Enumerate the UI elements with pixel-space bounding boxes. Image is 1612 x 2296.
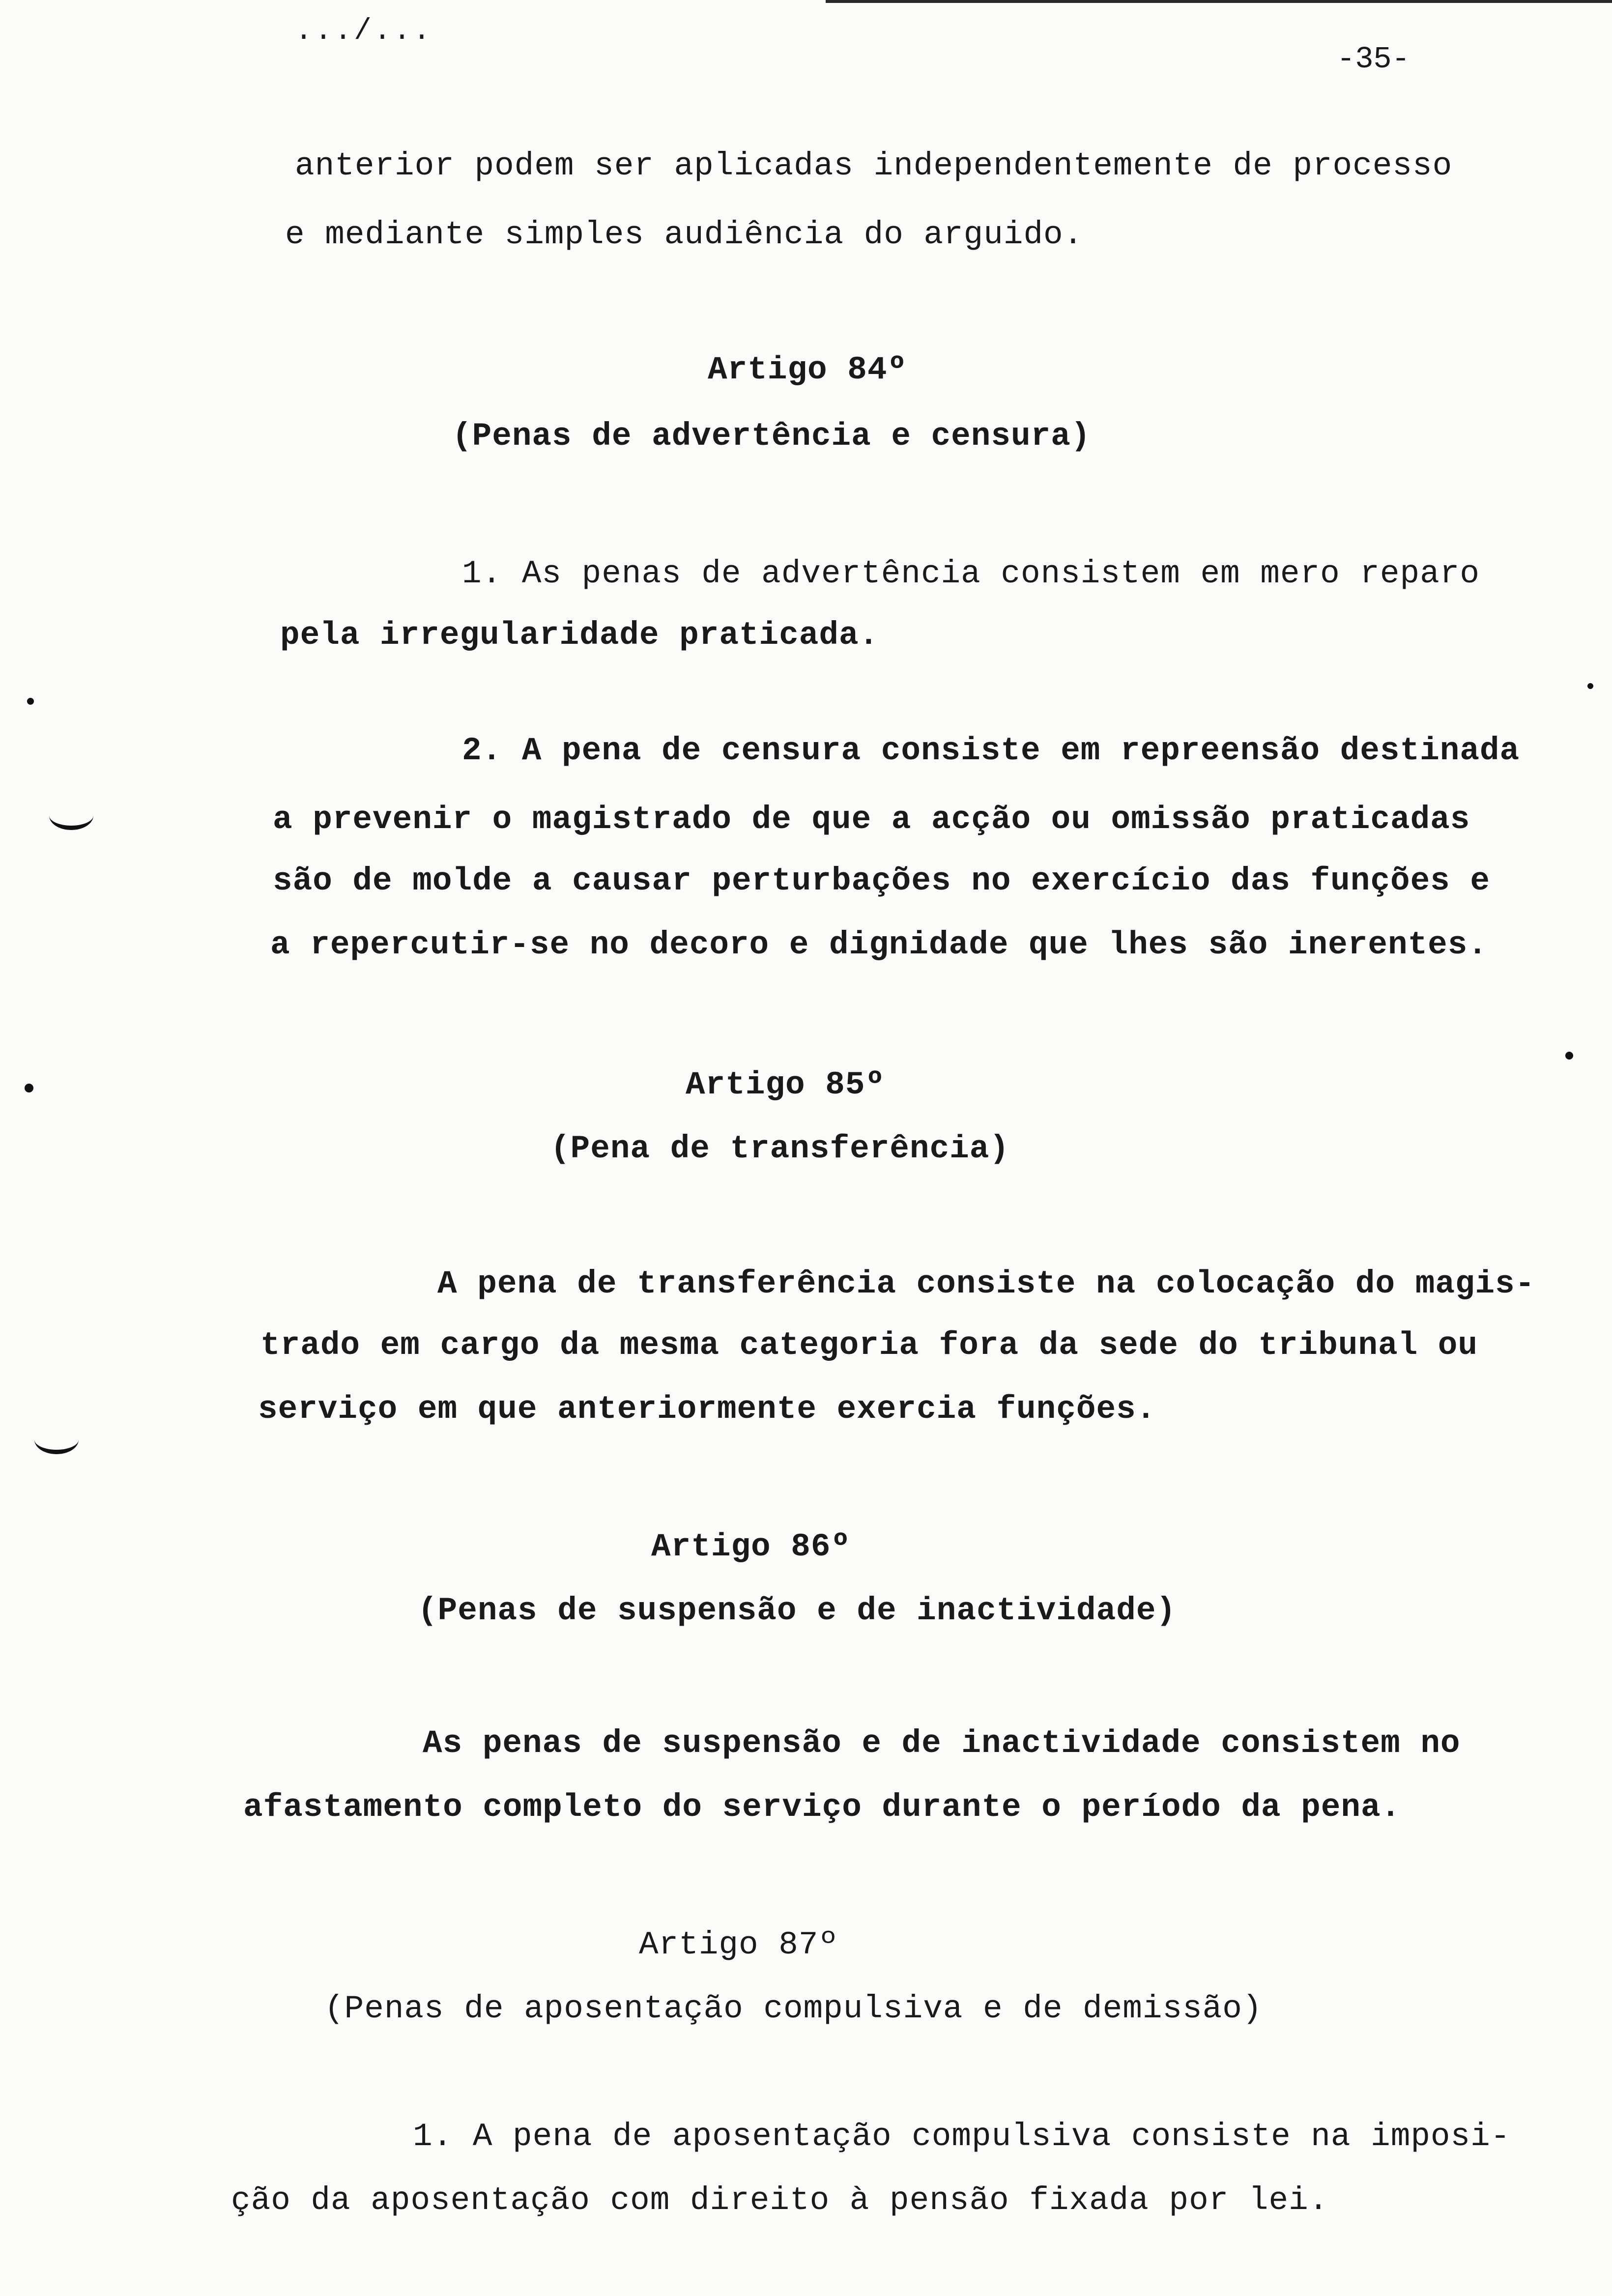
text-line: 1. As penas de advertência consistem em mero reparo: [462, 555, 1480, 592]
article-number: Artigo 86º: [651, 1528, 851, 1565]
text-line: a prevenir o magistrado de que a acção ou omissão praticadas: [273, 801, 1470, 838]
text-line: ção da aposentação com direito à pensão fixada por lei.: [231, 2182, 1329, 2219]
continuation-marker: .../...: [295, 15, 433, 48]
text-line: 1. A pena de aposentação compulsiva consiste na imposi-: [413, 2118, 1511, 2155]
text-line: trado em cargo da mesma categoria fora da sede do tribunal ou: [260, 1327, 1478, 1364]
scan-dot: [25, 1084, 33, 1092]
text-line: serviço em que anteriormente exercia funções.: [258, 1391, 1156, 1428]
text-line: a repercutir-se no decoro e dignidade que lhes são inerentes.: [270, 926, 1488, 963]
scan-dot: [1587, 683, 1593, 689]
scan-dot: [1565, 1052, 1573, 1060]
scan-dot: [27, 698, 34, 705]
text-line: são de molde a causar perturbações no exercício das funções e: [273, 862, 1490, 899]
text-line: As penas de suspensão e de inactividade consistem no: [423, 1725, 1461, 1762]
article-title: (Penas de suspensão e de inactividade): [418, 1592, 1177, 1629]
page-number: -35-: [1337, 42, 1410, 77]
article-number: Artigo 87º: [639, 1926, 839, 1963]
text-line: e mediante simples audiência do arguido.: [285, 216, 1084, 253]
punch-hole-mark: [34, 1425, 79, 1454]
text-line: afastamento completo do serviço durante o período da pena.: [243, 1789, 1401, 1826]
article-title: (Penas de aposentação compulsiva e de demissão): [324, 1990, 1263, 2027]
punch-hole-mark: [49, 801, 93, 830]
text-line: 2. A pena de censura consiste em repreensão destinada: [462, 732, 1520, 769]
article-number: Artigo 85º: [686, 1066, 886, 1103]
text-line: pela irregularidade praticada.: [280, 617, 879, 654]
article-title: (Penas de advertência e censura): [452, 418, 1091, 455]
text-line: A pena de transferência consiste na colocação do magis-: [437, 1265, 1535, 1302]
page-top-rule: [826, 0, 1612, 3]
article-title: (Pena de transferência): [550, 1130, 1009, 1167]
article-number: Artigo 84º: [708, 351, 908, 388]
text-line: anterior podem ser aplicadas independentemente de processo: [295, 147, 1453, 184]
